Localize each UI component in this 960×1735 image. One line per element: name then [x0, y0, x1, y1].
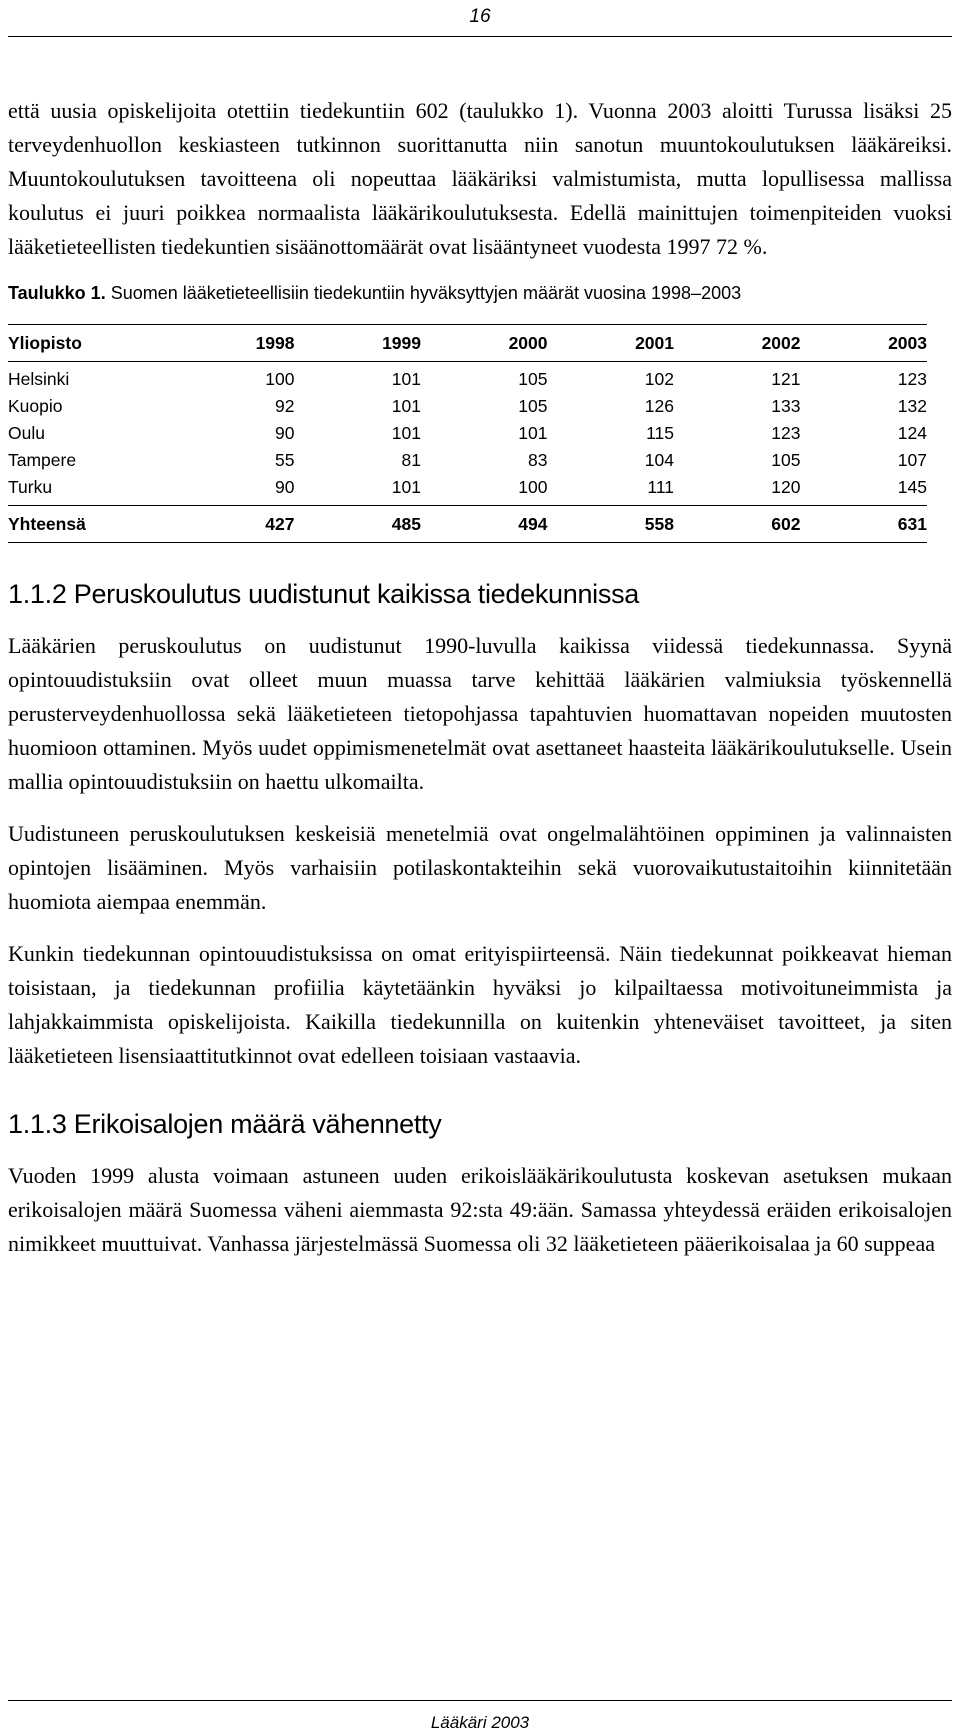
- table-cell: 55: [275, 450, 295, 470]
- table-cell: 111: [647, 477, 674, 497]
- page-content: [8, 94, 952, 1261]
- table-cell: 92: [275, 396, 295, 416]
- table-cell: 107: [897, 450, 927, 470]
- total-cell: 494: [518, 513, 548, 534]
- table-caption: [8, 280, 952, 306]
- row-university: Oulu: [8, 423, 45, 443]
- header-2000: 2000: [508, 332, 548, 353]
- table-cell: 102: [644, 369, 674, 389]
- table-cell: 100: [265, 369, 295, 389]
- table-total-row: [8, 506, 927, 543]
- table-cell: 121: [771, 369, 801, 389]
- page-number: 16: [469, 6, 491, 27]
- table-cell: 145: [897, 477, 927, 497]
- table-row: [8, 362, 927, 394]
- section-heading-112: 1.1.2 Peruskoulutus uudistunut kaikissa tiedekunnissa: [8, 579, 639, 609]
- table-cell: 126: [644, 396, 674, 416]
- table-cell: 123: [771, 423, 801, 443]
- table-cell: 115: [646, 423, 674, 443]
- section-112-paragraph-1: Lääkärien peruskoulutus on uudistunut 1990-luvulla kaikissa viidessä tiedekunnassa. Syynä opintouudistuksiin ovat olleet muun muassa tarve kehittää lääkärien valmiuksia työskennellä perusterveydenhuollossa sekä lääketieteen tietopohjassa tapahtuvien huomattavan nopeiden muutosten huomioon ottaminen. Myös uudet oppimismenetelmät ovat asettaneet haasteita lääkärikoulutukselle. Usein mallia opintouudistuksiin on haettu ulkomailta.: [8, 633, 952, 794]
- section-112-paragraph-3: Kunkin tiedekunnan opintouudistuksissa on omat erityispiirteensä. Näin tiedekunnat poikkeavat hieman toisistaan, ja tiedekunnan profiilia käytetäänkin hyväksi jo kilpailtaessa motivoituneimmista ja lahjakkaimmista opiskelijoista. Kaikilla tiedekunnilla on kuitenkin yhteneväiset tavoitteet, ja siten lääketieteen lisensiaattitutkinnot ovat edelleen toisiaan vastaavia.: [8, 941, 952, 1068]
- admissions-table: [8, 324, 927, 543]
- table-cell: 101: [391, 369, 421, 389]
- table-header-row: [8, 325, 927, 362]
- total-cell: 631: [897, 513, 927, 534]
- table-cell: 81: [401, 450, 421, 470]
- total-cell: 427: [265, 513, 295, 534]
- header-2003: 2003: [888, 332, 927, 353]
- header-1999: 1999: [382, 332, 421, 353]
- table-cell: 105: [518, 369, 548, 389]
- header-1998: 1998: [255, 332, 295, 353]
- table-row: [8, 420, 927, 447]
- table-cell: 124: [897, 423, 927, 443]
- page-footer: Lääkäri 2003: [430, 1713, 530, 1732]
- section-113-paragraph: Vuoden 1999 alusta voimaan astuneen uuden erikoislääkärikoulutusta koskevan asetuksen mukaan erikoisalojen määrä Suomessa väheni aiemmasta 92:sta 49:ään. Samassa yhteydessä eräiden erikoisalojen nimikkeet muuttuivat. Vanhassa järjestelmässä Suomessa oli 32 lääketieteen pääerikoisalaa ja 60 suppeaa: [8, 1163, 952, 1256]
- table-cell: 90: [275, 477, 295, 497]
- table-row: [8, 393, 927, 420]
- total-cell: 558: [644, 513, 674, 534]
- table-caption-text: Suomen lääketieteellisiin tiedekuntiin hyväksyttyjen määrät vuosina 1998–2003: [110, 283, 742, 303]
- table-cell: 101: [518, 423, 548, 443]
- table-cell: 90: [275, 423, 295, 443]
- header-2002: 2002: [761, 332, 801, 353]
- header-rule: [8, 36, 952, 37]
- row-university: Turku: [8, 477, 53, 497]
- table-cell: 83: [528, 450, 548, 470]
- header-2001: 2001: [635, 332, 674, 353]
- total-cell: 602: [771, 513, 801, 534]
- row-university: Kuopio: [8, 396, 63, 416]
- table-caption-label: Taulukko 1.: [8, 283, 106, 303]
- intro-paragraph: että uusia opiskelijoita otettiin tiedekuntiin 602 (taulukko 1). Vuonna 2003 aloitti Turussa lisäksi 25 terveydenhuollon keskiasteen tutkinnon suorittanutta niin sanotun muuntokoulutuksen lääkäreiksi. Muuntokoulutuksen tavoitteena oli nopeuttaa lääkäriksi valmistumista, mutta lopullisessa mallissa koulutus ei juuri poikkea normaalista lääkärikoulutuksesta. Edellä mainittujen toimenpiteiden vuoksi lääketieteellisten tiedekuntien sisäänottomäärät ovat lisääntyneet vuodesta 1997 72 %.: [8, 98, 952, 259]
- table-cell: 133: [771, 396, 801, 416]
- table-cell: 105: [771, 450, 801, 470]
- row-university: Helsinki: [8, 369, 70, 389]
- table-cell: 101: [391, 477, 421, 497]
- table-cell: 104: [644, 450, 674, 470]
- total-cell: 485: [391, 513, 421, 534]
- table-cell: 120: [771, 477, 801, 497]
- table-cell: 100: [518, 477, 548, 497]
- table-cell: 101: [391, 396, 421, 416]
- section-112-paragraph-2: Uudistuneen peruskoulutuksen keskeisiä menetelmiä ovat ongelmalähtöinen oppiminen ja valinnaisten opintojen lisääminen. Myös varhaisiin potilaskontakteihin sekä vuorovaikutustaitoihin kiinnitetään huomiota aiempaa enemmän.: [8, 821, 952, 914]
- total-label: Yhteensä: [8, 513, 86, 534]
- table-row: [8, 447, 927, 474]
- table-cell: 101: [391, 423, 421, 443]
- header-university: Yliopisto: [8, 332, 82, 353]
- table-cell: 132: [897, 396, 927, 416]
- table-cell: 123: [897, 369, 927, 389]
- section-heading-113: 1.1.3 Erikoisalojen määrä vähennetty: [8, 1109, 442, 1139]
- table-cell: 105: [518, 396, 548, 416]
- footer-rule: [8, 1700, 952, 1701]
- row-university: Tampere: [8, 450, 77, 470]
- table-row: [8, 474, 927, 506]
